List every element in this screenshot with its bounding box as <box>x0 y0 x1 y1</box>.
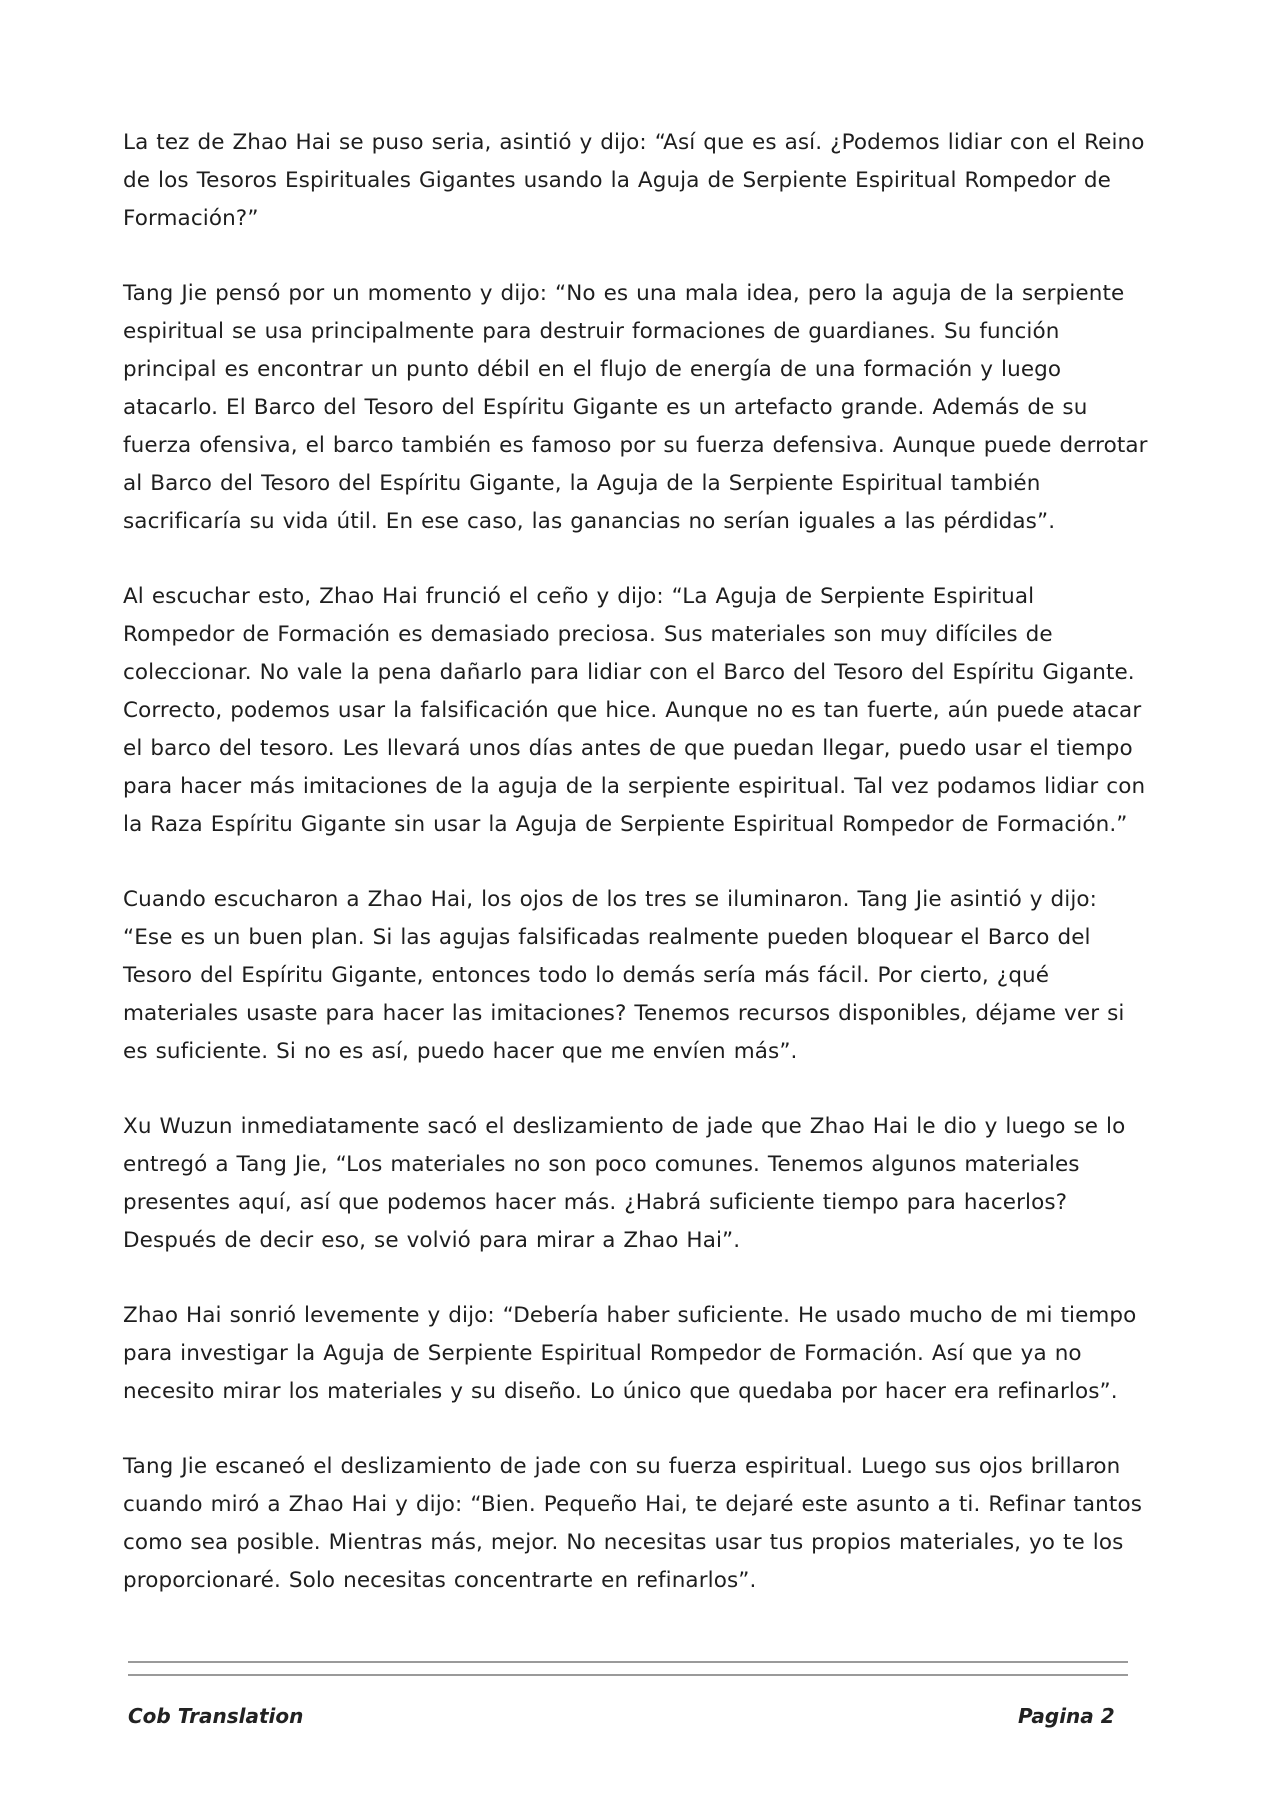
paragraph-2: Tang Jie pensó por un momento y dijo: “No es una mala idea, pero la aguja de la serpiente espiritual se usa principalmente para destruir formaciones de guardianes. Su función principal es encontrar un punto débil en el flujo de energía de una formación y luego atacarlo. El Barco del Tesoro del Espíritu Gigante es un artefacto grande. Además de su fuerza ofensiva, el barco también es famoso por su fuerza defensiva. Aunque puede derrotar al Barco del Tesoro del Espíritu Gigante, la Aguja de la Serpiente Espiritual también sacrificaría su vida útil. En ese caso, las ganancias no serían iguales a las pérdidas”. <box>123 281 1148 534</box>
footer-divider-bottom <box>128 1674 1128 1676</box>
paragraph-1: La tez de Zhao Hai se puso seria, asintió y dijo: “Así que es así. ¿Podemos lidiar con el Reino de los Tesoros Espirituales Gigantes usando la Aguja de Serpiente Espiritual Rompedor de Formación?” <box>123 130 1145 231</box>
paragraph-5: Xu Wuzun inmediatamente sacó el deslizamiento de jade que Zhao Hai le dio y luego se lo entregó a Tang Jie, “Los materiales no son poco comunes. Tenemos algunos materiales presentes aquí, así que podemos hacer más. ¿Habrá suficiente tiempo para hacerlos? Después de decir eso, se volvió para mirar a Zhao Hai”. <box>123 1114 1126 1253</box>
footer-divider-top <box>128 1661 1128 1663</box>
paragraph-3: Al escuchar esto, Zhao Hai frunció el ceño y dijo: “La Aguja de Serpiente Espiritual Rompedor de Formación es demasiado preciosa. Sus materiales son muy difíciles de coleccionar. No vale la pena dañarlo para lidiar con el Barco del Tesoro del Espíritu Gigante. Correcto, podemos usar la falsificación que hice. Aunque no es tan fuerte, aún puede atacar el barco del tesoro. Les llevará unos días antes de que puedan llegar, puedo usar el tiempo para hacer más imitaciones de la aguja de la serpiente espiritual. Tal vez podamos lidiar con la Raza Espíritu Gigante sin usar la Aguja de Serpiente Espiritual Rompedor de Formación.” <box>123 584 1146 837</box>
footer-translator-credit: Cob Translation <box>128 1704 304 1728</box>
paragraph-4: Cuando escucharon a Zhao Hai, los ojos de los tres se iluminaron. Tang Jie asintió y dijo: “Ese es un buen plan. Si las agujas falsificadas realmente pueden bloquear el Barco del Tesoro del Espíritu Gigante, entonces todo lo demás sería más fácil. Por cierto, ¿qué materiales usaste para hacer las imitaciones? Tenemos recursos disponibles, déjame ver si es suficiente. Si no es así, puedo hacer que me envíen más”. <box>123 887 1125 1064</box>
paragraph-6: Zhao Hai sonrió levemente y dijo: “Debería haber suficiente. He usado mucho de mi tiempo para investigar la Aguja de Serpiente Espiritual Rompedor de Formación. Así que ya no necesito mirar los materiales y su diseño. Lo único que quedaba por hacer era refinarlos”. <box>123 1303 1137 1404</box>
footer-page-number: Pagina 2 <box>1018 1704 1115 1728</box>
page-body <box>123 124 1153 1637</box>
paragraph-7: Tang Jie escaneó el deslizamiento de jade con su fuerza espiritual. Luego sus ojos brillaron cuando miró a Zhao Hai y dijo: “Bien. Pequeño Hai, te dejaré este asunto a ti. Refinar tantos como sea posible. Mientras más, mejor. No necesitas usar tus propios materiales, yo te los proporcionaré. Solo necesitas concentrarte en refinarlos”. <box>123 1454 1142 1593</box>
